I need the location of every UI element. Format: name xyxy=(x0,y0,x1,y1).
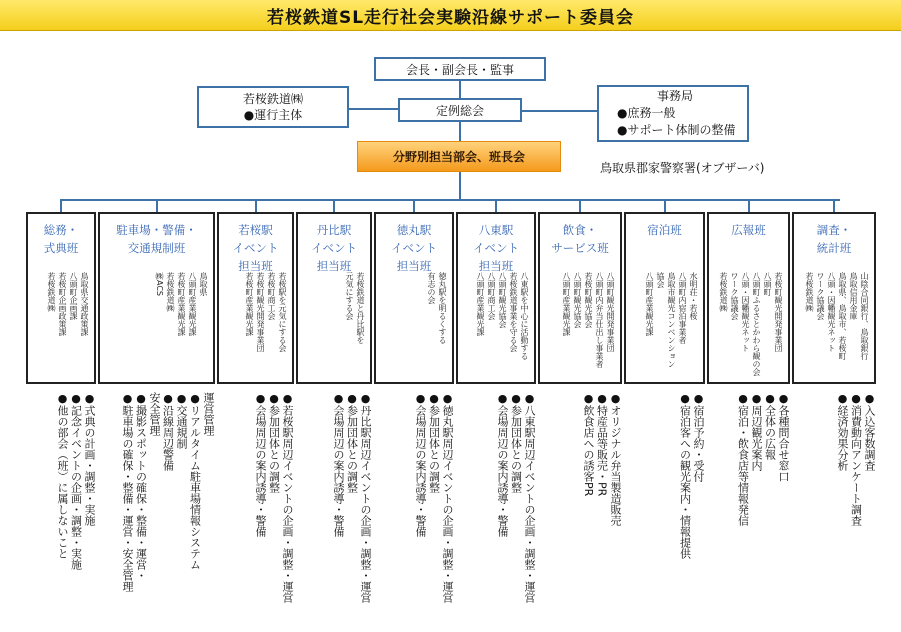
team-member: 鳥取県交通政策課 xyxy=(80,272,89,336)
team-member: 鳥取信用金庫 xyxy=(849,272,858,320)
team-members xyxy=(644,272,699,384)
team-member: 若桜鉄道㈱ xyxy=(805,272,814,312)
team-title xyxy=(100,221,213,257)
connector-board-general xyxy=(459,81,461,98)
team-tasks xyxy=(792,392,876,627)
team-title-line: 八東駅 xyxy=(478,223,514,237)
connector-team-drop xyxy=(333,199,335,212)
team-member: 若桜町観光協会 xyxy=(584,272,593,328)
team-box xyxy=(456,212,536,384)
team-box xyxy=(296,212,372,384)
secretariat-title: 事務局 xyxy=(656,89,693,103)
team-member: 鳥取県、鳥取市、若桜町 xyxy=(838,272,847,360)
team-member: 若桜町産業観光課 xyxy=(245,272,254,336)
secretariat-item: ●サポート体制の整備 xyxy=(617,123,736,137)
team-member: 水明荘・若桜 xyxy=(689,272,698,320)
team-member: 有志の会 xyxy=(427,272,436,304)
connector-team-drop xyxy=(156,199,158,212)
team-task: ●入込客数調査 xyxy=(863,392,876,471)
team-task: ●各種問合せ窓口 xyxy=(777,392,790,482)
team-task: ●参加団体との調整 xyxy=(427,392,441,493)
team-title xyxy=(298,221,370,275)
team-task: ●周辺観光案内 xyxy=(750,392,763,471)
team-member: 若桜町商工会 xyxy=(267,272,276,320)
team-members xyxy=(426,272,448,384)
team-member: 鳥取県 xyxy=(199,272,208,296)
team-member: 若桜駅を元気にする会 xyxy=(278,272,287,352)
connector-team-drop xyxy=(495,199,497,212)
page-title: 若桜鉄道SL走行社会実験沿線サポート委員会 xyxy=(0,0,901,31)
team-member: 協会 xyxy=(656,272,665,288)
team-member: 八頭町観光開発事業団 xyxy=(606,272,615,352)
team-task: ●参加団体との調整 xyxy=(267,392,281,493)
team-task: ●リアルタイム駐車場情報システム xyxy=(188,392,202,570)
team-title-line: 宿泊班 xyxy=(647,223,682,237)
team-box xyxy=(374,212,454,384)
team-member: 若桜鉄道㈱ xyxy=(166,272,175,312)
team-task: ●会場周辺の案内誘導・警備 xyxy=(414,392,427,537)
connector-team-drop xyxy=(413,199,415,212)
team-title-line: 交通規制班 xyxy=(127,241,186,255)
connector-team-drop xyxy=(60,199,62,212)
team-task: 安全管理 xyxy=(148,392,161,436)
team-title-line: イベント xyxy=(311,241,357,255)
secretariat-box xyxy=(597,85,749,142)
team-box xyxy=(624,212,705,384)
team-member: 元気にする会 xyxy=(345,272,354,320)
connector-team-drop xyxy=(255,199,257,212)
team-title-line: 広報班 xyxy=(731,223,766,237)
team-member: ㈱ACS xyxy=(155,272,164,296)
operator-role: ●運行主体 xyxy=(243,108,303,122)
team-title-line: 担当班 xyxy=(316,259,352,273)
team-task: ●丹比駅周辺イベントの企画・調整・運営 xyxy=(359,392,372,603)
team-member: ワーク協議会 xyxy=(730,272,739,320)
team-member: 若桜町企画政策課 xyxy=(58,272,67,336)
team-member: 八頭町観光協会 xyxy=(498,272,507,328)
team-box xyxy=(707,212,790,384)
team-box xyxy=(538,212,622,384)
team-task: ●経済効果分析 xyxy=(836,392,849,471)
team-member: 八頭町内弁当仕出し事業者 xyxy=(595,272,604,368)
secretariat-item: ●庶務一般 xyxy=(617,106,676,120)
team-member: 若桜鉄道㈱ xyxy=(719,272,728,312)
team-tasks xyxy=(374,392,454,627)
team-tasks xyxy=(624,392,705,627)
team-task: ●徳丸駅周辺イベントの企画・調整・運営 xyxy=(441,392,454,603)
connector-team-drop xyxy=(748,199,750,212)
team-task: ●会場周辺の案内誘導・警備 xyxy=(254,392,267,537)
team-tasks xyxy=(456,392,536,627)
team-tasks xyxy=(26,392,96,627)
team-task: ●全体の広報 xyxy=(763,392,777,460)
team-task: ●沿線周辺警備 xyxy=(161,392,175,471)
team-title-line: 担当班 xyxy=(396,259,432,273)
connector-committee-bus xyxy=(459,172,461,200)
team-tasks xyxy=(707,392,790,627)
team-title xyxy=(376,221,452,275)
team-task: ●撮影スポットの確保・整備・運営・ xyxy=(134,392,148,581)
team-members xyxy=(46,272,90,384)
team-title-line: イベント xyxy=(391,241,437,255)
team-task: ●会場周辺の案内誘導・警備 xyxy=(332,392,345,537)
team-member: ワーク協議会 xyxy=(816,272,825,320)
team-task: ●若桜駅周辺イベントの企画・調整・運営 xyxy=(281,392,294,603)
team-title-line: 式典班 xyxy=(43,241,79,255)
team-member: 八頭町ふるさとかわら観の会 xyxy=(752,272,761,376)
team-task: ●宿泊予約・受付 xyxy=(692,392,705,482)
team-members xyxy=(244,272,288,384)
team-member: 八頭・因幡観光ネット xyxy=(827,272,836,352)
team-tasks xyxy=(217,392,294,627)
team-members xyxy=(561,272,616,384)
team-members xyxy=(154,272,209,384)
team-task: ●参加団体との調整 xyxy=(345,392,359,493)
connector-general-committee xyxy=(459,122,461,141)
connector-team-drop xyxy=(579,199,581,212)
connector-team-drop xyxy=(664,199,666,212)
team-member: 若桜鉄道㈱ xyxy=(47,272,56,312)
team-title xyxy=(709,221,788,239)
operator-box xyxy=(197,86,349,128)
team-member: 若桜町観光開発事業団 xyxy=(774,272,783,352)
team-box xyxy=(792,212,876,384)
team-member: 八頭町内宿泊事業者 xyxy=(678,272,687,344)
connector-team-drop xyxy=(833,199,835,212)
connector-team-bus xyxy=(60,199,840,201)
team-title-line: 統計班 xyxy=(816,241,852,255)
team-member: 若桜町観光開発事業団 xyxy=(256,272,265,352)
board-box: 会長・副会長・監事 xyxy=(374,57,546,81)
team-member: 八頭町産業観光課 xyxy=(562,272,571,336)
team-task: ●飲食店への誘客PR xyxy=(582,392,595,497)
team-task: ●記念イベントの企画・調整・実施 xyxy=(69,392,83,570)
team-task: ●会場周辺の案内誘導・警備 xyxy=(496,392,509,537)
team-title xyxy=(28,221,94,257)
team-title-line: イベント xyxy=(473,241,519,255)
team-members xyxy=(475,272,530,384)
team-members xyxy=(344,272,366,384)
team-tasks xyxy=(296,392,372,627)
team-member: 八頭町産業観光課 xyxy=(645,272,654,336)
team-task: ●八東駅周辺イベントの企画・調整・運営 xyxy=(523,392,536,603)
team-task: ●駐車場の確保・整備・運営・安全管理 xyxy=(121,392,134,592)
team-member: 八東駅を中心に活動する xyxy=(520,272,529,360)
team-title xyxy=(540,221,620,257)
team-task: ●オリジナル弁当製造販売 xyxy=(609,392,622,526)
team-task: ●交通規制 xyxy=(175,392,188,449)
team-box xyxy=(98,212,215,384)
team-task: ●宿泊・飲食店等情報発信 xyxy=(736,392,750,526)
team-member: 八頭町 xyxy=(763,272,772,296)
team-members xyxy=(804,272,870,384)
team-task: ●参加団体との調整 xyxy=(509,392,523,493)
team-member: 八頭町商工会 xyxy=(487,272,496,320)
team-member: 若桜鉄道と丹比駅を xyxy=(356,272,365,344)
team-title-line: 飲食・ xyxy=(562,223,598,237)
observer-label: 鳥取県郡家警察署(オブザーバ) xyxy=(600,161,765,175)
team-member: 若桜町産業観光課 xyxy=(177,272,186,336)
team-title-line: 徳丸駅 xyxy=(396,223,432,237)
team-title-line: 調査・ xyxy=(816,223,852,237)
team-member: 鳥取市観光コンベンション xyxy=(667,272,676,368)
team-title-line: イベント xyxy=(232,241,279,255)
team-members xyxy=(718,272,784,384)
team-member: 若桜鉄道事業を守る会 xyxy=(509,272,518,352)
team-member: 八頭町企画課 xyxy=(69,272,78,320)
team-task: 運営管理 xyxy=(202,392,215,436)
connector-operator-general xyxy=(349,108,398,110)
team-member: 八頭・因幡観光ネット xyxy=(741,272,750,352)
general-meeting-box: 定例総会 xyxy=(398,98,522,122)
team-title xyxy=(626,221,703,239)
connector-general-secretariat xyxy=(522,110,597,112)
team-task: ●宿泊客への観光案内・情報提供 xyxy=(678,392,692,559)
team-title-line: 総務・ xyxy=(43,223,79,237)
team-title-line: 駐車場・警備・ xyxy=(116,223,197,237)
operator-name: 若桜鉄道㈱ xyxy=(242,92,303,106)
team-title-line: 丹比駅 xyxy=(316,223,352,237)
team-title-line: 担当班 xyxy=(238,259,273,273)
team-member: 山陰合同銀行、鳥取銀行 xyxy=(860,272,869,360)
team-member: 八頭町産業観光課 xyxy=(476,272,485,336)
committee-box: 分野別担当部会、班長会 xyxy=(357,141,561,172)
team-member: 八頭町産業観光課 xyxy=(188,272,197,336)
team-tasks xyxy=(538,392,622,627)
team-task: ●消費動向アンケート調査 xyxy=(849,392,863,526)
team-title-line: 若桜駅 xyxy=(238,223,273,237)
team-task: ●特産品等販売・PR xyxy=(595,392,609,497)
team-task: ●式典の計画・調整・実施 xyxy=(83,392,96,526)
team-tasks xyxy=(98,392,215,627)
team-member: 八頭町観光協会 xyxy=(573,272,582,328)
team-title-line: サービス班 xyxy=(551,241,609,255)
team-box xyxy=(217,212,294,384)
team-box xyxy=(26,212,96,384)
team-member: 徳丸駅を明るくする xyxy=(438,272,447,344)
team-title xyxy=(219,221,292,275)
team-title-line: 担当班 xyxy=(478,259,514,273)
team-title xyxy=(794,221,874,257)
team-task: ●他の部会（班）に属しないこと xyxy=(56,392,69,559)
team-title xyxy=(458,221,534,275)
